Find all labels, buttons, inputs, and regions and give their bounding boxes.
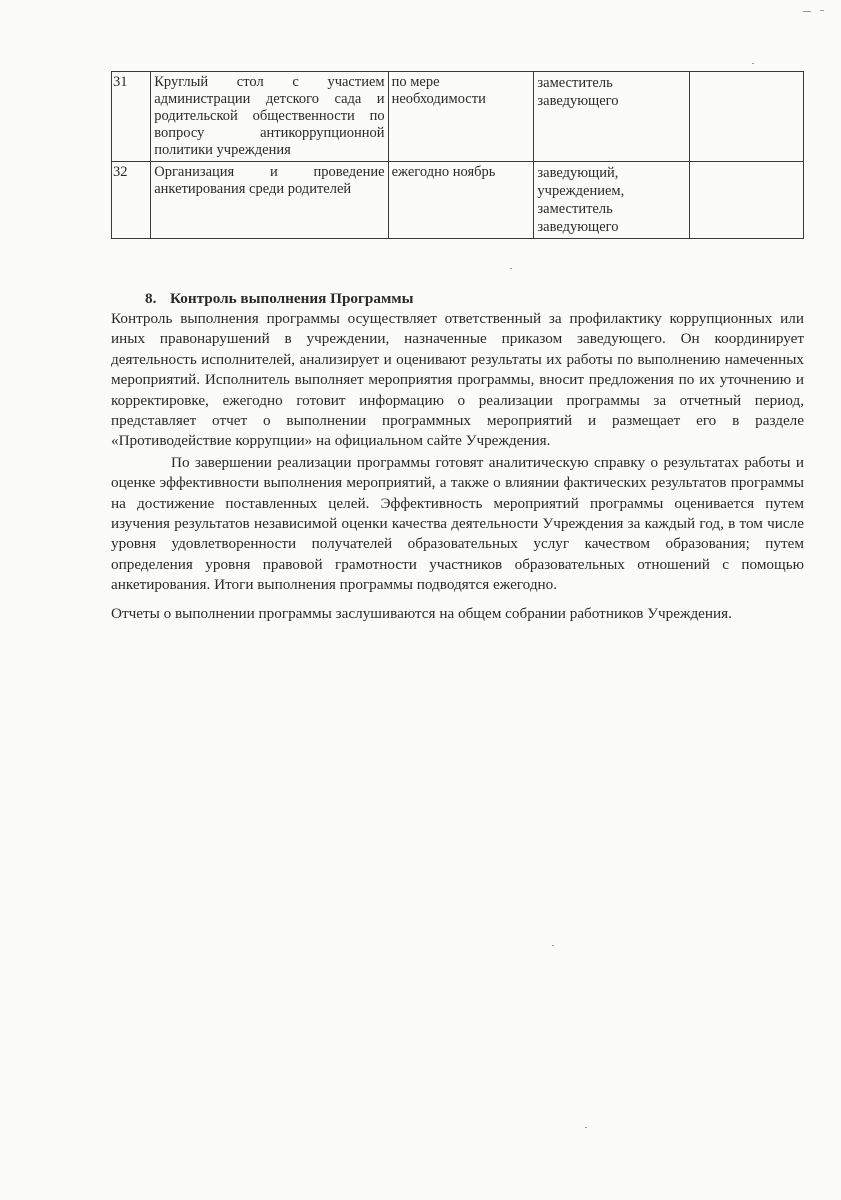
section-number: 8. bbox=[145, 290, 157, 307]
table-row bbox=[112, 72, 804, 162]
paragraph-reports: Отчеты о выполнении программы заслушиваются на общем собрании работников Учреждения. bbox=[111, 604, 732, 622]
scan-speck bbox=[585, 1127, 587, 1128]
scan-speck bbox=[552, 945, 554, 946]
section-title: Контроль выполнения Программы bbox=[170, 290, 414, 307]
row-number: 31 bbox=[112, 72, 151, 162]
row-number: 32 bbox=[112, 162, 151, 239]
scan-speck bbox=[752, 63, 754, 64]
scan-speck bbox=[820, 10, 824, 11]
term-cell: по мере необходимости bbox=[388, 72, 534, 162]
responsible-cell: заведующий, учреждением, заместитель заведующего bbox=[534, 162, 690, 239]
section-heading bbox=[145, 289, 804, 309]
scan-speck bbox=[510, 268, 512, 269]
event-cell: Организация и проведение анкетирования среди родителей bbox=[151, 162, 388, 239]
note-cell bbox=[690, 72, 804, 162]
section-8 bbox=[111, 289, 804, 624]
event-cell: Круглый стол с участием администрации детского сада и родительской общественности по вопросу антикоррупционной политики учреждения bbox=[151, 72, 388, 162]
table-row bbox=[112, 162, 804, 239]
term-cell: ежегодно ноябрь bbox=[388, 162, 534, 239]
anticorruption-plan-table bbox=[111, 71, 804, 239]
paragraph-control: Контроль выполнения программы осуществляет ответственный за профилактику коррупционных или иных правонарушений в учреждении, назначенные приказом заведующего. Он координирует деятельность исполнителей, анализирует и оценивают результаты их работы по выполнению намеченных мероприятий. Исполнитель выполняет мероприятия программы, вносит предложения по их уточнению и корректировке, ежегодно готовит информацию о реализации программы за отчетный период, представляет отчет о выполнении программных мероприятий и размещает его в разделе «Противодействие коррупции» на официальном сайте Учреждения. bbox=[111, 310, 804, 450]
paragraph-evaluation: По завершении реализации программы готовят аналитическую справку о результатах работы и оценке эффективности выполнения мероприятий, а также о влиянии фактических результатов программы на достижение поставленных целей. Эффективность мероприятий программы оценивается путем изучения результатов независимой оценки качества деятельности Учреждения за каждый год, в том числе уровня удовлетворенности получателей образовательных услуг качеством образования; путем определения уровня правовой грамотности участников образовательных отношений с помощью анкетирования. Итоги выполнения программы подводятся ежегодно. bbox=[111, 453, 804, 594]
scan-speck bbox=[803, 11, 811, 12]
note-cell bbox=[690, 162, 804, 239]
responsible-cell: заместитель заведующего bbox=[534, 72, 690, 162]
